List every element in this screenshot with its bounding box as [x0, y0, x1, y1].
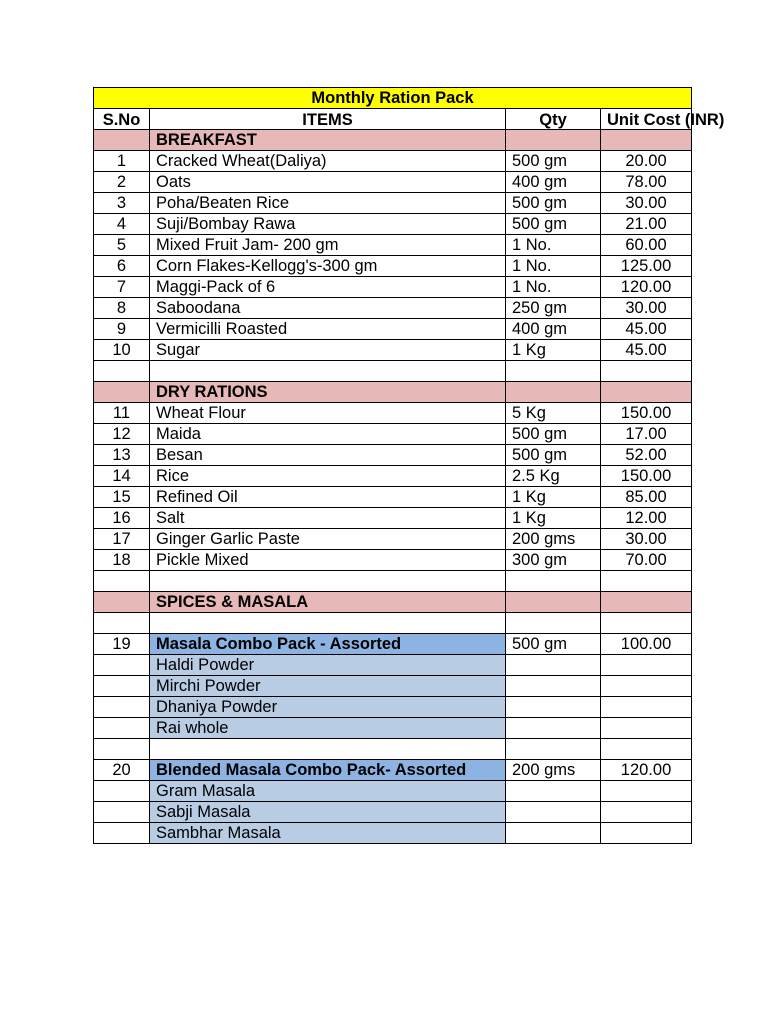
- quantity-cell: [506, 739, 601, 760]
- unit-cost-cell: 12.00: [601, 508, 692, 529]
- serial-number-cell: 5: [94, 235, 150, 256]
- serial-number-cell: [94, 655, 150, 676]
- unit-cost-cell: 21.00: [601, 214, 692, 235]
- quantity-cell: [506, 676, 601, 697]
- unit-cost-cell: 17.00: [601, 424, 692, 445]
- table-row: [94, 193, 692, 214]
- serial-number-cell: 8: [94, 298, 150, 319]
- quantity-cell: [506, 571, 601, 592]
- unit-cost-cell: 52.00: [601, 445, 692, 466]
- unit-cost-cell: [601, 718, 692, 739]
- unit-cost-cell: [601, 592, 692, 613]
- quantity-cell: 1 No.: [506, 256, 601, 277]
- header-qty: Qty: [506, 109, 601, 130]
- serial-number-cell: 10: [94, 340, 150, 361]
- ration-table: [93, 87, 725, 844]
- unit-cost-cell: [601, 676, 692, 697]
- table-row: [94, 151, 692, 172]
- quantity-cell: 300 gm: [506, 550, 601, 571]
- item-name-cell: Refined Oil: [150, 487, 506, 508]
- quantity-cell: [506, 613, 601, 634]
- serial-number-cell: 12: [94, 424, 150, 445]
- table-row: [94, 403, 692, 424]
- quantity-cell: 1 Kg: [506, 508, 601, 529]
- quantity-cell: [506, 655, 601, 676]
- item-name-cell: Oats: [150, 172, 506, 193]
- header-unit-cost: Unit Cost (INR): [601, 109, 692, 130]
- serial-number-cell: 1: [94, 151, 150, 172]
- quantity-cell: 500 gm: [506, 151, 601, 172]
- table-row: [94, 424, 692, 445]
- unit-cost-cell: 70.00: [601, 550, 692, 571]
- item-name-cell: [150, 613, 506, 634]
- table-row: [94, 487, 692, 508]
- quantity-cell: [506, 382, 601, 403]
- serial-number-cell: 17: [94, 529, 150, 550]
- quantity-cell: 500 gm: [506, 445, 601, 466]
- unit-cost-cell: [601, 655, 692, 676]
- item-name-cell: Wheat Flour: [150, 403, 506, 424]
- table-row: [94, 214, 692, 235]
- serial-number-cell: [94, 676, 150, 697]
- quantity-cell: 200 gms: [506, 760, 601, 781]
- blank-row: [94, 571, 692, 592]
- item-name-cell: Vermicilli Roasted: [150, 319, 506, 340]
- unit-cost-cell: 85.00: [601, 487, 692, 508]
- serial-number-cell: [94, 697, 150, 718]
- item-name-cell: Salt: [150, 508, 506, 529]
- serial-number-cell: 14: [94, 466, 150, 487]
- item-name-cell: Gram Masala: [150, 781, 506, 802]
- unit-cost-cell: 45.00: [601, 340, 692, 361]
- section-row: [94, 382, 692, 403]
- unit-cost-cell: [601, 739, 692, 760]
- unit-cost-cell: 60.00: [601, 235, 692, 256]
- header-sno: S.No: [94, 109, 150, 130]
- unit-cost-cell: 20.00: [601, 151, 692, 172]
- quantity-cell: 1 No.: [506, 277, 601, 298]
- table-row: [94, 466, 692, 487]
- unit-cost-cell: [601, 361, 692, 382]
- table-row: [94, 550, 692, 571]
- item-name-cell: Cracked Wheat(Daliya): [150, 151, 506, 172]
- item-name-cell: Mirchi Powder: [150, 676, 506, 697]
- unit-cost-cell: 125.00: [601, 256, 692, 277]
- quantity-cell: 500 gm: [506, 193, 601, 214]
- serial-number-cell: 3: [94, 193, 150, 214]
- serial-number-cell: [94, 823, 150, 844]
- item-name-cell: Haldi Powder: [150, 655, 506, 676]
- item-name-cell: Maida: [150, 424, 506, 445]
- unit-cost-cell: [601, 613, 692, 634]
- serial-number-cell: 6: [94, 256, 150, 277]
- unit-cost-cell: [601, 130, 692, 151]
- unit-cost-cell: [601, 802, 692, 823]
- table-row: [94, 823, 692, 844]
- table-row: [94, 676, 692, 697]
- title-row: [94, 88, 692, 109]
- item-name-cell: Mixed Fruit Jam- 200 gm: [150, 235, 506, 256]
- serial-number-cell: 13: [94, 445, 150, 466]
- section-row: [94, 592, 692, 613]
- quantity-cell: 2.5 Kg: [506, 466, 601, 487]
- table-row: [94, 298, 692, 319]
- item-name-cell: BREAKFAST: [150, 130, 506, 151]
- blank-row: [94, 739, 692, 760]
- item-name-cell: Ginger Garlic Paste: [150, 529, 506, 550]
- item-name-cell: Maggi-Pack of 6: [150, 277, 506, 298]
- quantity-cell: 400 gm: [506, 172, 601, 193]
- table-row: [94, 340, 692, 361]
- serial-number-cell: 2: [94, 172, 150, 193]
- quantity-cell: 1 Kg: [506, 487, 601, 508]
- serial-number-cell: 16: [94, 508, 150, 529]
- unit-cost-cell: [601, 781, 692, 802]
- blank-row: [94, 613, 692, 634]
- quantity-cell: 500 gm: [506, 424, 601, 445]
- serial-number-cell: [94, 781, 150, 802]
- table-row: [94, 319, 692, 340]
- table-title: Monthly Ration Pack: [94, 88, 692, 109]
- unit-cost-cell: 30.00: [601, 193, 692, 214]
- serial-number-cell: [94, 571, 150, 592]
- quantity-cell: 1 No.: [506, 235, 601, 256]
- unit-cost-cell: 45.00: [601, 319, 692, 340]
- item-name-cell: Dhaniya Powder: [150, 697, 506, 718]
- quantity-cell: [506, 592, 601, 613]
- quantity-cell: 500 gm: [506, 634, 601, 655]
- item-name-cell: Rice: [150, 466, 506, 487]
- quantity-cell: 200 gms: [506, 529, 601, 550]
- quantity-cell: [506, 823, 601, 844]
- serial-number-cell: 19: [94, 634, 150, 655]
- table-row: [94, 655, 692, 676]
- item-name-cell: Suji/Bombay Rawa: [150, 214, 506, 235]
- unit-cost-cell: 150.00: [601, 466, 692, 487]
- quantity-cell: [506, 130, 601, 151]
- unit-cost-cell: 150.00: [601, 403, 692, 424]
- table-row: [94, 235, 692, 256]
- table-row: [94, 802, 692, 823]
- item-name-cell: Sambhar Masala: [150, 823, 506, 844]
- unit-cost-cell: [601, 697, 692, 718]
- item-name-cell: Poha/Beaten Rice: [150, 193, 506, 214]
- table-row: [94, 256, 692, 277]
- section-row: [94, 130, 692, 151]
- table-row: [94, 172, 692, 193]
- serial-number-cell: 7: [94, 277, 150, 298]
- table-row: [94, 697, 692, 718]
- serial-number-cell: 4: [94, 214, 150, 235]
- item-name-cell: Rai whole: [150, 718, 506, 739]
- item-name-cell: Pickle Mixed: [150, 550, 506, 571]
- serial-number-cell: [94, 361, 150, 382]
- quantity-cell: 1 Kg: [506, 340, 601, 361]
- quantity-cell: [506, 361, 601, 382]
- serial-number-cell: 11: [94, 403, 150, 424]
- unit-cost-cell: 78.00: [601, 172, 692, 193]
- item-name-cell: [150, 571, 506, 592]
- serial-number-cell: [94, 802, 150, 823]
- table-row: [94, 718, 692, 739]
- serial-number-cell: [94, 130, 150, 151]
- serial-number-cell: [94, 592, 150, 613]
- quantity-cell: [506, 697, 601, 718]
- serial-number-cell: [94, 718, 150, 739]
- serial-number-cell: 15: [94, 487, 150, 508]
- serial-number-cell: [94, 613, 150, 634]
- item-name-cell: Sugar: [150, 340, 506, 361]
- unit-cost-cell: 30.00: [601, 298, 692, 319]
- item-name-cell: [150, 361, 506, 382]
- unit-cost-cell: 100.00: [601, 634, 692, 655]
- serial-number-cell: 20: [94, 760, 150, 781]
- table-row: [94, 508, 692, 529]
- unit-cost-cell: [601, 382, 692, 403]
- item-name-cell: SPICES & MASALA: [150, 592, 506, 613]
- item-name-cell: Besan: [150, 445, 506, 466]
- unit-cost-cell: 120.00: [601, 277, 692, 298]
- quantity-cell: [506, 802, 601, 823]
- table-row: [94, 277, 692, 298]
- serial-number-cell: [94, 382, 150, 403]
- quantity-cell: 400 gm: [506, 319, 601, 340]
- item-name-cell: Blended Masala Combo Pack- Assorted: [150, 760, 506, 781]
- table-row: [94, 529, 692, 550]
- table-row: [94, 634, 692, 655]
- unit-cost-cell: [601, 823, 692, 844]
- quantity-cell: 5 Kg: [506, 403, 601, 424]
- blank-row: [94, 361, 692, 382]
- table-row: [94, 760, 692, 781]
- table-row: [94, 781, 692, 802]
- item-name-cell: Saboodana: [150, 298, 506, 319]
- item-name-cell: [150, 739, 506, 760]
- quantity-cell: [506, 781, 601, 802]
- unit-cost-cell: 30.00: [601, 529, 692, 550]
- serial-number-cell: [94, 739, 150, 760]
- serial-number-cell: 18: [94, 550, 150, 571]
- item-name-cell: Sabji Masala: [150, 802, 506, 823]
- header-items: ITEMS: [150, 109, 506, 130]
- quantity-cell: 500 gm: [506, 214, 601, 235]
- serial-number-cell: 9: [94, 319, 150, 340]
- unit-cost-cell: [601, 571, 692, 592]
- unit-cost-cell: 120.00: [601, 760, 692, 781]
- item-name-cell: Corn Flakes-Kellogg's-300 gm: [150, 256, 506, 277]
- item-name-cell: Masala Combo Pack - Assorted: [150, 634, 506, 655]
- quantity-cell: 250 gm: [506, 298, 601, 319]
- table-row: [94, 445, 692, 466]
- header-row: [94, 109, 692, 130]
- quantity-cell: [506, 718, 601, 739]
- item-name-cell: DRY RATIONS: [150, 382, 506, 403]
